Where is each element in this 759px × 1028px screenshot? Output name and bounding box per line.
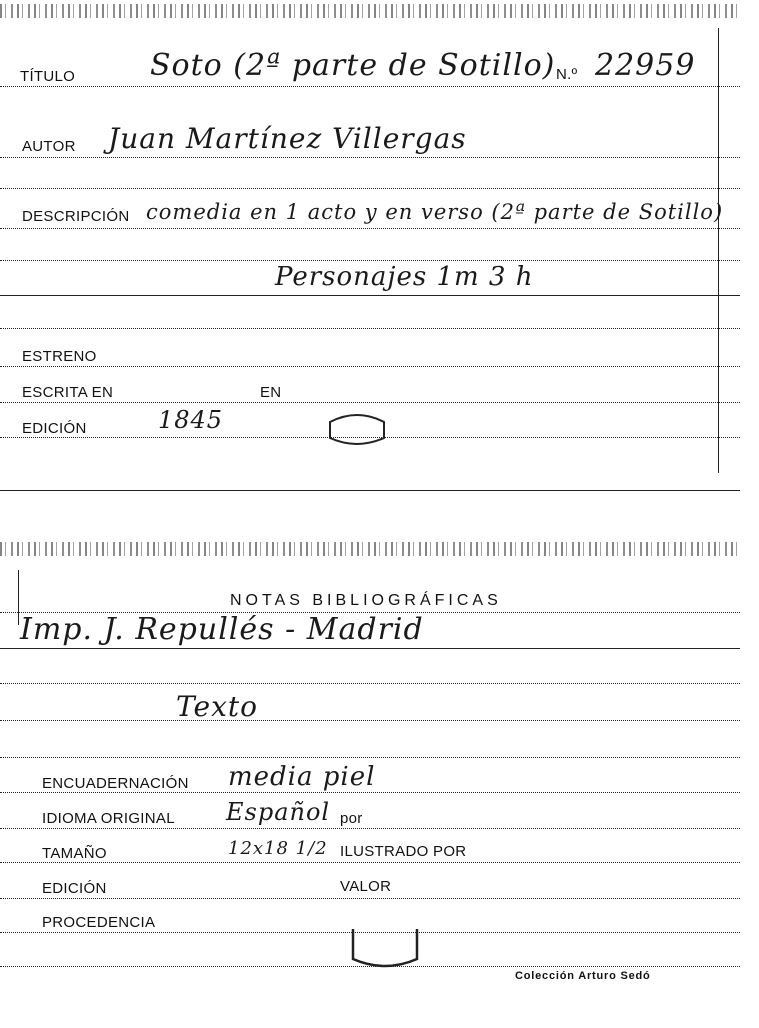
encuadernacion-value: media piel — [228, 762, 376, 792]
rule — [0, 328, 740, 329]
rule — [0, 260, 740, 261]
descripcion-value-2: Personajes 1m 3 h — [275, 262, 534, 292]
escrita-en-label: ESCRITA EN — [22, 384, 114, 401]
rule — [0, 228, 740, 229]
scan-noise-strip — [0, 542, 740, 556]
rule — [0, 295, 740, 296]
titulo-label: TÍTULO — [20, 68, 76, 85]
ilustrado-label: ILUSTRADO POR — [340, 843, 467, 860]
catalog-card-top — [0, 0, 740, 495]
numero-label: N.º — [556, 66, 578, 83]
procedencia-label: PROCEDENCIA — [42, 914, 156, 931]
rule — [0, 757, 740, 758]
encuadernacion-label: ENCUADERNACIÓN — [42, 775, 189, 792]
edicion-value: 1845 — [158, 406, 224, 434]
notes-line-2: Texto — [176, 690, 258, 723]
edicion-label: EDICIÓN — [22, 420, 87, 437]
rule — [0, 898, 740, 899]
card-left-edge — [18, 570, 19, 625]
descripcion-value: comedia en 1 acto y en verso (2ª parte de Sotillo) — [146, 200, 724, 224]
autor-value: Juan Martínez Villergas — [108, 122, 467, 155]
rule — [0, 188, 740, 189]
rule — [0, 792, 740, 793]
rule — [0, 648, 740, 649]
rule — [0, 86, 740, 87]
titulo-value: Soto (2ª parte de Sotillo) — [150, 48, 556, 83]
rule — [0, 366, 740, 367]
rule — [0, 862, 740, 863]
en-label: EN — [260, 384, 282, 401]
card-bottom-edge — [0, 490, 740, 491]
valor-label: VALOR — [340, 878, 392, 895]
punch-hole-icon — [322, 380, 392, 450]
rule — [0, 683, 740, 684]
collection-footer: Colección Arturo Sedó — [515, 970, 651, 982]
notes-line-1: Imp. J. Repullés - Madrid — [20, 612, 424, 647]
scan-noise-strip — [0, 4, 740, 18]
card-right-edge — [718, 28, 719, 473]
numero-value: 22959 — [595, 48, 696, 83]
rule — [0, 157, 740, 158]
notas-heading: NOTAS BIBLIOGRÁFICAS — [230, 592, 502, 609]
idioma-label: IDIOMA ORIGINAL — [42, 810, 175, 827]
autor-label: AUTOR — [22, 138, 76, 155]
tamano-value: 12x18 1/2 — [228, 838, 328, 859]
rule — [0, 720, 740, 721]
edicion-label-2: EDICIÓN — [42, 880, 107, 897]
idioma-value: Español — [226, 798, 331, 826]
estreno-label: ESTRENO — [22, 348, 97, 365]
por-label: por — [340, 810, 363, 827]
rule — [0, 828, 740, 829]
descripcion-label: DESCRIPCIÓN — [22, 208, 130, 225]
punch-hole-icon — [345, 915, 425, 975]
tamano-label: TAMAÑO — [42, 845, 107, 862]
